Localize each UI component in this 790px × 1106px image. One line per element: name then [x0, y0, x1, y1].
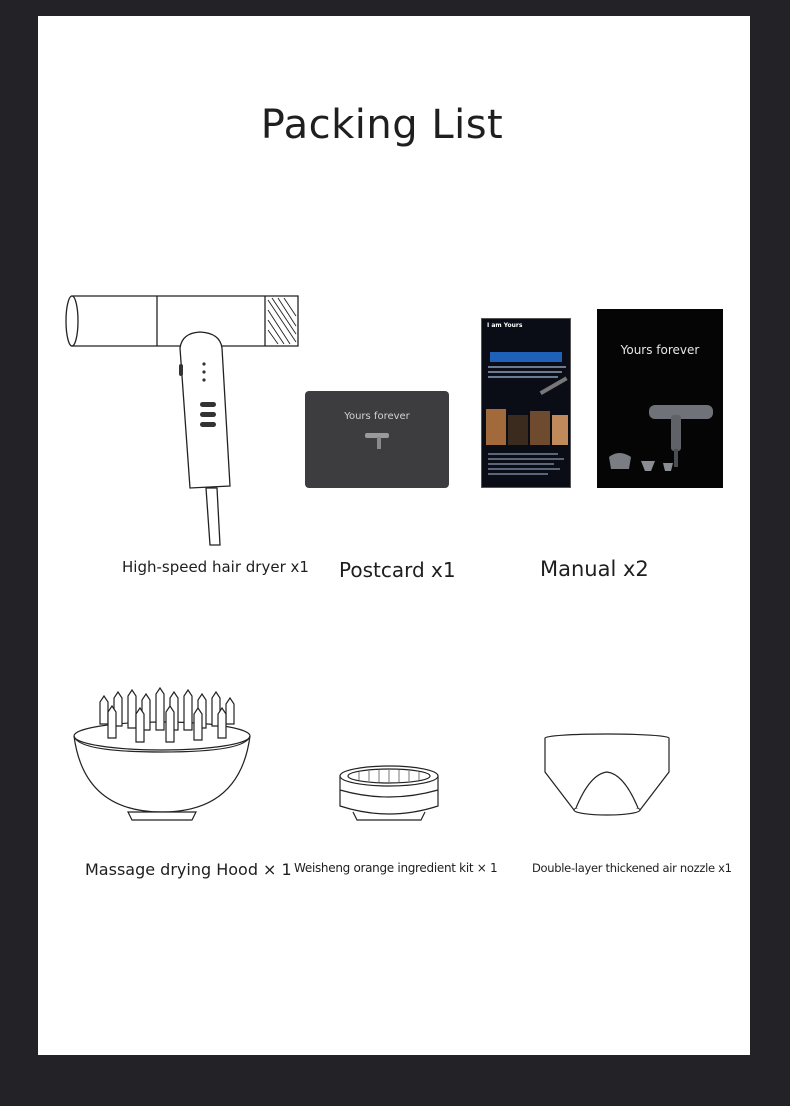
manual-brand-text: I am Yours [487, 322, 523, 329]
manual-booklet-front [481, 318, 571, 488]
manual-cover-caption: Yours forever [620, 343, 700, 357]
postcard-illustration [305, 391, 449, 488]
postcard-caption: Yours forever [344, 411, 410, 422]
ingredient-kit-illustration [335, 760, 443, 824]
air-nozzle-illustration [540, 730, 674, 820]
hair-dryer-illustration [60, 290, 310, 555]
hair-dryer-label: High-speed hair dryer x1 [122, 558, 309, 576]
page-title: Packing List [260, 102, 504, 148]
postcard-dryer-icon [363, 431, 393, 451]
massage-hood-illustration [70, 684, 255, 824]
manual-page-graphics [482, 319, 571, 488]
ingredient-kit-label: Weisheng orange ingredient kit × 1 [294, 861, 498, 875]
air-nozzle-label: Double-layer thickened air nozzle x1 [532, 861, 732, 875]
postcard-label: Postcard x1 [339, 558, 456, 582]
manual-cover-dryer-photo [597, 309, 723, 488]
manual-label: Manual x2 [540, 557, 649, 581]
manual-booklet-cover [597, 309, 723, 488]
massage-hood-label: Massage drying Hood × 1 [85, 860, 292, 879]
